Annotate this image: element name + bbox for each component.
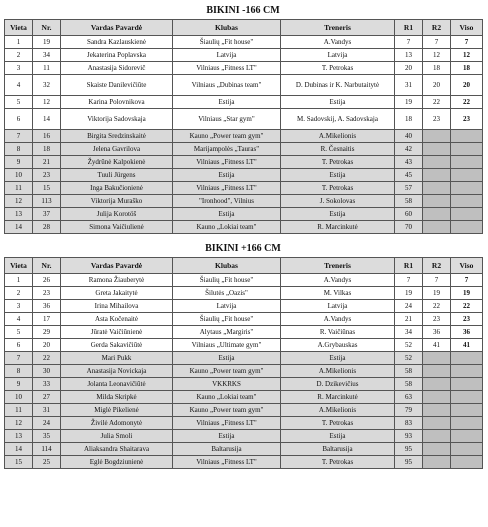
name-cell: Anastasija Sidorevič <box>61 62 173 75</box>
total-cell <box>451 221 483 234</box>
header-nr: Nr. <box>33 20 61 36</box>
number-cell: 24 <box>33 417 61 430</box>
table-row <box>5 365 483 378</box>
place-cell: 9 <box>5 378 33 391</box>
place-cell: 8 <box>5 143 33 156</box>
r1-cell: 18 <box>395 109 423 130</box>
club-cell: Estija <box>173 169 281 182</box>
r1-cell: 34 <box>395 326 423 339</box>
number-cell: 35 <box>33 430 61 443</box>
table-row <box>5 169 483 182</box>
number-cell: 17 <box>33 313 61 326</box>
club-cell: Estija <box>173 352 281 365</box>
r1-cell: 52 <box>395 339 423 352</box>
club-cell: Šilutės „Oazis" <box>173 287 281 300</box>
table-header-row <box>5 258 483 274</box>
club-cell: Kauno „Power team gym" <box>173 404 281 417</box>
r2-cell: 7 <box>423 274 451 287</box>
total-cell: 22 <box>451 96 483 109</box>
name-cell: Jūratė Vaičiūnienė <box>61 326 173 339</box>
place-cell: 12 <box>5 417 33 430</box>
total-cell <box>451 404 483 417</box>
coach-cell: Baltarusija <box>281 443 395 456</box>
results-table <box>4 257 483 469</box>
club-cell: Estija <box>173 208 281 221</box>
header-vardas: Vardas Pavardė <box>61 258 173 274</box>
r2-cell: 19 <box>423 287 451 300</box>
coach-cell: Latvija <box>281 49 395 62</box>
number-cell: 28 <box>33 221 61 234</box>
total-cell: 7 <box>451 36 483 49</box>
total-cell <box>451 182 483 195</box>
number-cell: 23 <box>33 169 61 182</box>
name-cell: Inga Bakučionienė <box>61 182 173 195</box>
number-cell: 37 <box>33 208 61 221</box>
r2-cell: 7 <box>423 36 451 49</box>
club-cell: Baltarusija <box>173 443 281 456</box>
club-cell: Vilniaus „Fitness LT" <box>173 456 281 469</box>
total-cell <box>451 143 483 156</box>
number-cell: 32 <box>33 75 61 96</box>
r2-cell <box>423 365 451 378</box>
place-cell: 13 <box>5 208 33 221</box>
place-cell: 9 <box>5 156 33 169</box>
header-r2: R2 <box>423 258 451 274</box>
club-cell: Marijampolės „Tauras" <box>173 143 281 156</box>
coach-cell: T. Petrokas <box>281 417 395 430</box>
name-cell: Asta Kočenaitė <box>61 313 173 326</box>
total-cell <box>451 378 483 391</box>
r2-cell: 20 <box>423 75 451 96</box>
place-cell: 4 <box>5 313 33 326</box>
name-cell: Miglė Pikelienė <box>61 404 173 417</box>
r2-cell <box>423 195 451 208</box>
coach-cell: Estija <box>281 352 395 365</box>
r2-cell <box>423 169 451 182</box>
name-cell: Anastasija Novickaja <box>61 365 173 378</box>
number-cell: 30 <box>33 365 61 378</box>
total-cell <box>451 169 483 182</box>
table-row <box>5 75 483 96</box>
coach-cell: M. Sadovskij, A. Sadovskaja <box>281 109 395 130</box>
section-title: BIKINI -166 CM <box>206 5 280 16</box>
number-cell: 36 <box>33 300 61 313</box>
r2-cell <box>423 143 451 156</box>
coach-cell: Latvija <box>281 300 395 313</box>
total-cell: 20 <box>451 75 483 96</box>
name-cell: Viktorija Muraško <box>61 195 173 208</box>
r1-cell: 20 <box>395 62 423 75</box>
place-cell: 7 <box>5 130 33 143</box>
r1-cell: 95 <box>395 456 423 469</box>
number-cell: 34 <box>33 49 61 62</box>
number-cell: 14 <box>33 109 61 130</box>
place-cell: 4 <box>5 75 33 96</box>
table-body <box>5 36 483 234</box>
total-cell: 18 <box>451 62 483 75</box>
number-cell: 15 <box>33 182 61 195</box>
number-cell: 11 <box>33 62 61 75</box>
table-row <box>5 313 483 326</box>
coach-cell: R. Vaičiūnas <box>281 326 395 339</box>
r1-cell: 13 <box>395 49 423 62</box>
place-cell: 11 <box>5 404 33 417</box>
r1-cell: 43 <box>395 156 423 169</box>
name-cell: Skaiste Danilevičiūte <box>61 75 173 96</box>
place-cell: 6 <box>5 339 33 352</box>
table-row <box>5 62 483 75</box>
table-row <box>5 300 483 313</box>
club-cell: Šiaulių „Fit house" <box>173 274 281 287</box>
name-cell: Birgita Sredzinskaitė <box>61 130 173 143</box>
name-cell: Ramona Žiauberytė <box>61 274 173 287</box>
club-cell: VKKRKS <box>173 378 281 391</box>
r2-cell: 41 <box>423 339 451 352</box>
number-cell: 33 <box>33 378 61 391</box>
name-cell: Tuuli Jürgens <box>61 169 173 182</box>
total-cell <box>451 352 483 365</box>
total-cell: 36 <box>451 326 483 339</box>
header-vieta: Vieta <box>5 20 33 36</box>
table-row <box>5 430 483 443</box>
place-cell: 5 <box>5 326 33 339</box>
coach-cell: Estija <box>281 169 395 182</box>
table-row <box>5 130 483 143</box>
club-cell: Vilniaus „Ultimate gym" <box>173 339 281 352</box>
r2-cell: 12 <box>423 49 451 62</box>
name-cell: Živilė Adomonytė <box>61 417 173 430</box>
name-cell: Milda Skripkė <box>61 391 173 404</box>
name-cell: Viktorija Sadovskaja <box>61 109 173 130</box>
club-cell: Estija <box>173 96 281 109</box>
table-row <box>5 352 483 365</box>
r1-cell: 40 <box>395 130 423 143</box>
coach-cell: Estija <box>281 96 395 109</box>
table-row <box>5 208 483 221</box>
r2-cell <box>423 443 451 456</box>
club-cell: Šiaulių „Fit house" <box>173 36 281 49</box>
r1-cell: 19 <box>395 287 423 300</box>
header-klubas: Klubas <box>173 258 281 274</box>
table-row <box>5 96 483 109</box>
table-row <box>5 287 483 300</box>
r2-cell <box>423 156 451 169</box>
place-cell: 2 <box>5 287 33 300</box>
total-cell <box>451 391 483 404</box>
number-cell: 21 <box>33 156 61 169</box>
number-cell: 27 <box>33 391 61 404</box>
r1-cell: 58 <box>395 195 423 208</box>
section-title: BIKINI +166 CM <box>205 243 281 254</box>
name-cell: Aliaksandra Shaitarava <box>61 443 173 456</box>
number-cell: 23 <box>33 287 61 300</box>
club-cell: Kauno „Power team gym" <box>173 130 281 143</box>
total-cell <box>451 456 483 469</box>
header-vieta: Vieta <box>5 258 33 274</box>
total-cell <box>451 195 483 208</box>
number-cell: 31 <box>33 404 61 417</box>
coach-cell: A.Grybauskas <box>281 339 395 352</box>
name-cell: Jekaterina Poplavska <box>61 49 173 62</box>
number-cell: 20 <box>33 339 61 352</box>
place-cell: 14 <box>5 443 33 456</box>
number-cell: 19 <box>33 36 61 49</box>
r2-cell <box>423 378 451 391</box>
r2-cell <box>423 221 451 234</box>
total-cell: 12 <box>451 49 483 62</box>
r2-cell <box>423 456 451 469</box>
table-row <box>5 274 483 287</box>
name-cell: Sandra Kazlauskienė <box>61 36 173 49</box>
total-cell: 41 <box>451 339 483 352</box>
place-cell: 2 <box>5 49 33 62</box>
total-cell <box>451 417 483 430</box>
coach-cell: A.Vandys <box>281 313 395 326</box>
club-cell: Vilniaus „Fitness LT" <box>173 417 281 430</box>
header-viso: Viso <box>451 20 483 36</box>
total-cell <box>451 156 483 169</box>
table-row <box>5 49 483 62</box>
total-cell <box>451 208 483 221</box>
r2-cell: 23 <box>423 109 451 130</box>
name-cell: Julia Smoli <box>61 430 173 443</box>
coach-cell: R. Marcinkutė <box>281 391 395 404</box>
name-cell: Jolanta Leonavičiūtė <box>61 378 173 391</box>
r1-cell: 57 <box>395 182 423 195</box>
results-page <box>4 4 482 469</box>
r1-cell: 7 <box>395 36 423 49</box>
name-cell: Julija Korotöš <box>61 208 173 221</box>
place-cell: 3 <box>5 300 33 313</box>
r2-cell <box>423 417 451 430</box>
r1-cell: 21 <box>395 313 423 326</box>
name-cell: Eglė Bogdziunienė <box>61 456 173 469</box>
r2-cell: 22 <box>423 96 451 109</box>
r2-cell: 18 <box>423 62 451 75</box>
club-cell: Vilniaus „Star gym" <box>173 109 281 130</box>
coach-cell: R. Česnaitis <box>281 143 395 156</box>
table-row <box>5 417 483 430</box>
place-cell: 14 <box>5 221 33 234</box>
club-cell: Latvija <box>173 49 281 62</box>
coach-cell: A.Vandys <box>281 36 395 49</box>
r2-cell <box>423 404 451 417</box>
coach-cell: M. Vilkas <box>281 287 395 300</box>
number-cell: 26 <box>33 274 61 287</box>
club-cell: Kauno „Lokiai team" <box>173 221 281 234</box>
coach-cell: Estija <box>281 430 395 443</box>
number-cell: 12 <box>33 96 61 109</box>
name-cell: Irina Mihailova <box>61 300 173 313</box>
place-cell: 6 <box>5 109 33 130</box>
r2-cell: 22 <box>423 300 451 313</box>
table-row <box>5 182 483 195</box>
name-cell: Mari Pukk <box>61 352 173 365</box>
header-klubas: Klubas <box>173 20 281 36</box>
place-cell: 12 <box>5 195 33 208</box>
place-cell: 11 <box>5 182 33 195</box>
total-cell <box>451 430 483 443</box>
name-cell: Karina Polovnikova <box>61 96 173 109</box>
r2-cell <box>423 391 451 404</box>
table-row <box>5 404 483 417</box>
r1-cell: 70 <box>395 221 423 234</box>
number-cell: 16 <box>33 130 61 143</box>
club-cell: Vilniaus „Fitness LT" <box>173 62 281 75</box>
place-cell: 15 <box>5 456 33 469</box>
place-cell: 1 <box>5 36 33 49</box>
r1-cell: 93 <box>395 430 423 443</box>
table-row <box>5 36 483 49</box>
r1-cell: 19 <box>395 96 423 109</box>
r1-cell: 58 <box>395 378 423 391</box>
club-cell: Alytaus „Margiris" <box>173 326 281 339</box>
r1-cell: 42 <box>395 143 423 156</box>
r1-cell: 24 <box>395 300 423 313</box>
coach-cell: Estija <box>281 208 395 221</box>
r2-cell <box>423 430 451 443</box>
coach-cell: A.Mikelionis <box>281 130 395 143</box>
club-cell: Vilniaus „Dubinas team" <box>173 75 281 96</box>
coach-cell: J. Sokolovas <box>281 195 395 208</box>
results-table <box>4 19 483 234</box>
place-cell: 3 <box>5 62 33 75</box>
header-r1: R1 <box>395 258 423 274</box>
place-cell: 8 <box>5 365 33 378</box>
table-row <box>5 391 483 404</box>
number-cell: 25 <box>33 456 61 469</box>
club-cell: "Ironhood", Vilnius <box>173 195 281 208</box>
club-cell: Latvija <box>173 300 281 313</box>
club-cell: Estija <box>173 430 281 443</box>
coach-cell: A.Mikelionis <box>281 404 395 417</box>
table-row <box>5 143 483 156</box>
name-cell: Žydrūnė Kalpokienė <box>61 156 173 169</box>
place-cell: 5 <box>5 96 33 109</box>
coach-cell: T. Petrokas <box>281 156 395 169</box>
r1-cell: 7 <box>395 274 423 287</box>
r1-cell: 95 <box>395 443 423 456</box>
total-cell: 23 <box>451 109 483 130</box>
coach-cell: A.Mikelionis <box>281 365 395 378</box>
place-cell: 10 <box>5 169 33 182</box>
r1-cell: 45 <box>395 169 423 182</box>
table-row <box>5 443 483 456</box>
coach-cell: T. Petrokas <box>281 456 395 469</box>
r2-cell: 36 <box>423 326 451 339</box>
number-cell: 113 <box>33 195 61 208</box>
header-treneris: Treneris <box>281 20 395 36</box>
table-row <box>5 326 483 339</box>
r1-cell: 79 <box>395 404 423 417</box>
table-row <box>5 156 483 169</box>
r1-cell: 31 <box>395 75 423 96</box>
place-cell: 10 <box>5 391 33 404</box>
club-cell: Šiaulių „Fit house" <box>173 313 281 326</box>
total-cell <box>451 443 483 456</box>
table-row <box>5 378 483 391</box>
r1-cell: 58 <box>395 365 423 378</box>
coach-cell: D. Dubinas ir K. Narbutaitytė <box>281 75 395 96</box>
header-nr: Nr. <box>33 258 61 274</box>
table-row <box>5 339 483 352</box>
r2-cell <box>423 130 451 143</box>
table-body <box>5 274 483 469</box>
coach-cell: D. Dzikevičius <box>281 378 395 391</box>
coach-cell: T. Petrokas <box>281 182 395 195</box>
place-cell: 7 <box>5 352 33 365</box>
total-cell <box>451 365 483 378</box>
header-vardas: Vardas Pavardė <box>61 20 173 36</box>
club-cell: Kauno „Lokiai team" <box>173 391 281 404</box>
name-cell: Gerda Sakavičiūtė <box>61 339 173 352</box>
club-cell: Vilniaus „Fitness LT" <box>173 182 281 195</box>
r2-cell <box>423 352 451 365</box>
table-row <box>5 195 483 208</box>
total-cell <box>451 130 483 143</box>
r2-cell <box>423 208 451 221</box>
header-treneris: Treneris <box>281 258 395 274</box>
r1-cell: 83 <box>395 417 423 430</box>
number-cell: 18 <box>33 143 61 156</box>
r1-cell: 63 <box>395 391 423 404</box>
number-cell: 29 <box>33 326 61 339</box>
header-r1: R1 <box>395 20 423 36</box>
table-row <box>5 109 483 130</box>
coach-cell: T. Petrokas <box>281 62 395 75</box>
r2-cell <box>423 182 451 195</box>
r1-cell: 60 <box>395 208 423 221</box>
club-cell: Vilniaus „Fitness LT" <box>173 156 281 169</box>
table-header-row <box>5 20 483 36</box>
total-cell: 19 <box>451 287 483 300</box>
name-cell: Greta Jakaitytė <box>61 287 173 300</box>
number-cell: 114 <box>33 443 61 456</box>
table-row <box>5 221 483 234</box>
name-cell: Jelena Gavrilova <box>61 143 173 156</box>
club-cell: Kauno „Power team gym" <box>173 365 281 378</box>
total-cell: 7 <box>451 274 483 287</box>
header-r2: R2 <box>423 20 451 36</box>
total-cell: 22 <box>451 300 483 313</box>
r1-cell: 52 <box>395 352 423 365</box>
coach-cell: A.Vandys <box>281 274 395 287</box>
place-cell: 13 <box>5 430 33 443</box>
number-cell: 22 <box>33 352 61 365</box>
total-cell: 23 <box>451 313 483 326</box>
header-viso: Viso <box>451 258 483 274</box>
name-cell: Simona Vaičiulienė <box>61 221 173 234</box>
table-row <box>5 456 483 469</box>
r2-cell: 23 <box>423 313 451 326</box>
place-cell: 1 <box>5 274 33 287</box>
coach-cell: R. Marcinkutė <box>281 221 395 234</box>
